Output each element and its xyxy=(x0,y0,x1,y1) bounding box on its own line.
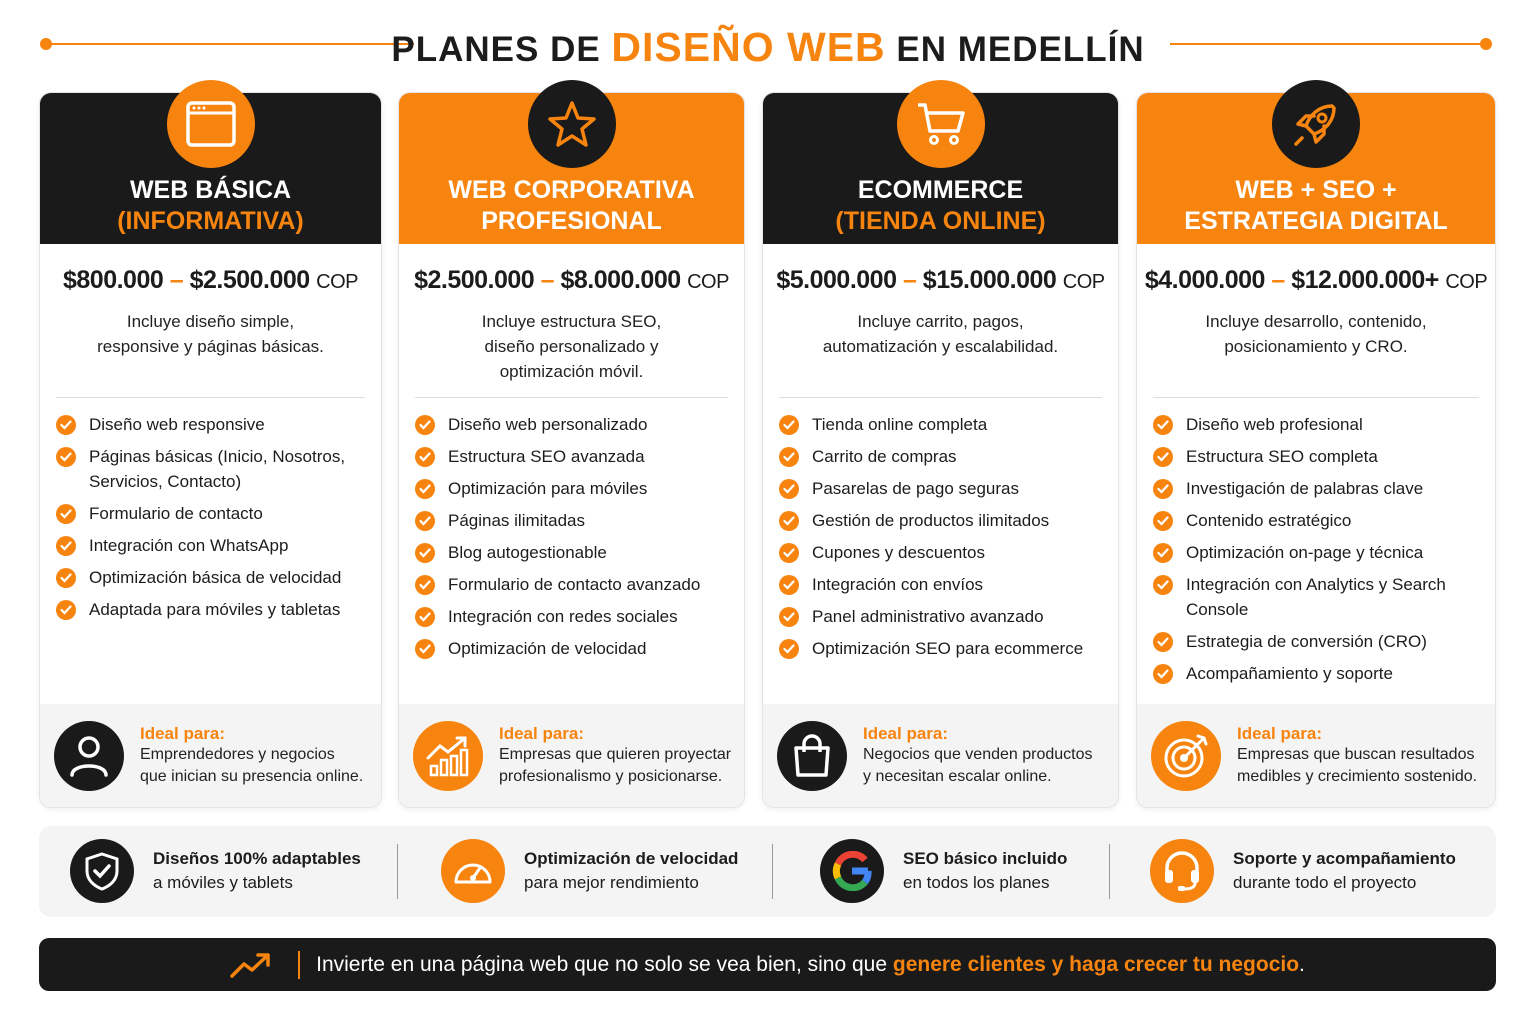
banner-end: . xyxy=(1299,952,1305,976)
price-to: $15.000.000 xyxy=(922,266,1057,294)
desc-line: responsive y páginas básicas. xyxy=(97,337,324,356)
divider xyxy=(779,397,1102,398)
check-icon xyxy=(1153,543,1173,563)
feature-text: Estructura SEO completa xyxy=(1186,447,1378,466)
highlight-item xyxy=(70,839,361,903)
check-icon xyxy=(779,639,799,659)
feature-item xyxy=(415,444,730,469)
feature-item xyxy=(779,572,1104,597)
check-icon xyxy=(56,568,76,588)
check-icon xyxy=(779,607,799,627)
feature-text: Optimización de velocidad xyxy=(448,639,647,658)
plan-description xyxy=(1137,309,1495,389)
check-icon xyxy=(1153,511,1173,531)
feature-item xyxy=(779,444,1104,469)
check-icon xyxy=(415,543,435,563)
ideal-for xyxy=(763,704,1118,807)
feature-item xyxy=(56,501,367,526)
ideal-for xyxy=(40,704,381,807)
plan-price xyxy=(763,266,1118,295)
check-icon xyxy=(56,504,76,524)
check-icon xyxy=(779,479,799,499)
check-icon xyxy=(415,511,435,531)
feature-item xyxy=(415,476,730,501)
highlight-title: Soporte y acompañamiento xyxy=(1233,849,1456,868)
banner-text: Invierte en una página web que no solo se vea bien, sino que xyxy=(316,952,893,976)
plan-title: WEB BÁSICA xyxy=(129,176,292,204)
check-icon xyxy=(56,447,76,467)
feature-text: Tienda online completa xyxy=(812,415,988,434)
desc-line: posicionamiento y CRO. xyxy=(1224,337,1408,356)
divider xyxy=(1109,844,1110,899)
highlight-title: Optimización de velocidad xyxy=(524,849,739,868)
plan-price xyxy=(399,266,744,295)
rocket-icon xyxy=(1272,80,1360,168)
feature-item xyxy=(779,412,1104,437)
title-accent: DISEÑO WEB xyxy=(611,24,886,70)
feature-item xyxy=(56,565,367,590)
currency: COP xyxy=(687,271,729,293)
browser-window-icon xyxy=(167,80,255,168)
feature-text: Páginas ilimitadas xyxy=(448,511,586,530)
plan-subtitle: PROFESIONAL xyxy=(481,207,662,235)
price-from: $800.000 xyxy=(62,266,164,294)
ideal-label: Ideal para: xyxy=(1237,723,1323,743)
shield-check-icon xyxy=(70,839,134,903)
trend-up-icon xyxy=(230,951,272,979)
feature-item xyxy=(56,597,367,622)
ideal-text: Emprendedores y negocios xyxy=(140,745,335,763)
feature-item xyxy=(1153,444,1481,469)
feature-item xyxy=(779,636,1104,661)
desc-line: automatización y escalabilidad. xyxy=(822,337,1059,356)
price-dash: – xyxy=(540,266,555,294)
feature-text: Optimización para móviles xyxy=(448,479,648,498)
feature-item xyxy=(779,508,1104,533)
feature-item xyxy=(1153,540,1481,565)
currency: COP xyxy=(316,271,358,293)
ideal-for xyxy=(1137,704,1495,807)
feature-list xyxy=(399,412,744,661)
check-icon xyxy=(56,536,76,556)
check-icon xyxy=(56,415,76,435)
feature-text: Investigación de palabras clave xyxy=(1186,479,1424,498)
plan-card xyxy=(762,92,1119,808)
price-from: $2.500.000 xyxy=(414,266,535,294)
price-from: $4.000.000 xyxy=(1144,266,1265,294)
check-icon xyxy=(1153,575,1173,595)
highlight-text: durante todo el proyecto xyxy=(1233,873,1417,892)
check-icon xyxy=(415,415,435,435)
feature-text: Formulario de contacto avanzado xyxy=(448,575,701,594)
feature-text: Optimización SEO para ecommerce xyxy=(812,639,1084,658)
ideal-for xyxy=(399,704,744,807)
ideal-label: Ideal para: xyxy=(499,723,585,743)
divider xyxy=(397,844,398,899)
feature-text: Panel administrativo avanzado xyxy=(812,607,1044,626)
feature-text: Adaptada para móviles y tabletas xyxy=(89,600,341,619)
feature-text: Blog autogestionable xyxy=(448,543,607,562)
feature-item xyxy=(415,572,730,597)
desc-line: Incluye carrito, pagos, xyxy=(857,312,1024,331)
feature-text: Integración con Analytics y Search Console xyxy=(1186,575,1446,619)
desc-line: Incluye estructura SEO, xyxy=(481,312,662,331)
ideal-label: Ideal para: xyxy=(140,723,226,743)
check-icon xyxy=(415,639,435,659)
check-icon xyxy=(415,607,435,627)
title-row xyxy=(0,22,1536,68)
ideal-label: Ideal para: xyxy=(863,723,949,743)
plan-subtitle: ESTRATEGIA DIGITAL xyxy=(1184,207,1448,235)
feature-text: Contenido estratégico xyxy=(1186,511,1352,530)
cta-banner xyxy=(39,938,1496,991)
feature-text: Integración con envíos xyxy=(812,575,984,594)
ideal-text: profesionalismo y posicionarse. xyxy=(499,767,723,785)
check-icon xyxy=(1153,664,1173,684)
check-icon xyxy=(779,543,799,563)
price-dash: – xyxy=(169,266,184,294)
ideal-text: y necesitan escalar online. xyxy=(863,767,1052,785)
check-icon xyxy=(415,575,435,595)
feature-text: Gestión de productos ilimitados xyxy=(812,511,1050,530)
check-icon xyxy=(1153,479,1173,499)
currency: COP xyxy=(1062,271,1105,293)
star-icon xyxy=(528,80,616,168)
ideal-text: que inician su presencia online. xyxy=(140,767,364,785)
feature-text: Diseño web personalizado xyxy=(448,415,648,434)
ideal-text: Negocios que venden productos xyxy=(863,745,1093,763)
feature-item xyxy=(415,540,730,565)
divider xyxy=(415,397,728,398)
title-pre: PLANES DE xyxy=(391,30,612,69)
check-icon xyxy=(56,600,76,620)
feature-text: Diseño web responsive xyxy=(89,415,265,434)
check-icon xyxy=(415,447,435,467)
feature-item xyxy=(1153,572,1481,622)
plan-price xyxy=(40,266,381,295)
feature-text: Carrito de compras xyxy=(812,447,957,466)
plan-subtitle: (INFORMATIVA) xyxy=(117,207,304,235)
highlight-item xyxy=(1150,839,1456,903)
desc-line: Incluye desarrollo, contenido, xyxy=(1205,312,1427,331)
ideal-text: Empresas que quieren proyectar xyxy=(499,745,732,763)
title-post: EN MEDELLÍN xyxy=(885,30,1145,69)
price-to: $12.000.000+ xyxy=(1291,266,1439,294)
feature-item xyxy=(1153,661,1481,686)
plan-card xyxy=(398,92,745,808)
divider xyxy=(772,844,773,899)
feature-item xyxy=(56,533,367,558)
check-icon xyxy=(1153,447,1173,467)
feature-item xyxy=(415,604,730,629)
divider xyxy=(298,951,300,979)
plan-description xyxy=(40,309,381,389)
ideal-text: medibles y crecimiento sostenido. xyxy=(1237,767,1478,785)
plan-card xyxy=(39,92,382,808)
google-icon xyxy=(820,839,884,903)
feature-item xyxy=(415,412,730,437)
highlight-text: en todos los planes xyxy=(903,873,1050,892)
feature-text: Páginas básicas (Inicio, Nosotros, Servicios, Contacto) xyxy=(89,447,346,491)
headset-icon xyxy=(1150,839,1214,903)
highlight-text: a móviles y tablets xyxy=(153,873,293,892)
feature-item xyxy=(1153,412,1481,437)
plan-title: ECOMMERCE xyxy=(857,176,1024,204)
plan-price xyxy=(1137,266,1495,295)
feature-text: Integración con WhatsApp xyxy=(89,536,289,555)
plan-description xyxy=(399,309,744,389)
plan-description xyxy=(763,309,1118,389)
feature-text: Optimización on-page y técnica xyxy=(1186,543,1424,562)
plan-title: WEB + SEO + xyxy=(1235,176,1397,204)
feature-item xyxy=(1153,508,1481,533)
divider xyxy=(56,397,365,398)
user-icon xyxy=(54,721,124,791)
feature-list xyxy=(40,412,381,622)
feature-text: Diseño web profesional xyxy=(1186,415,1363,434)
shopping-cart-icon xyxy=(897,80,985,168)
desc-line: optimización móvil. xyxy=(499,362,644,381)
plan-subtitle: (TIENDA ONLINE) xyxy=(835,207,1046,235)
feature-text: Optimización básica de velocidad xyxy=(89,568,342,587)
feature-item xyxy=(415,508,730,533)
divider xyxy=(1153,397,1479,398)
banner-highlight: genere clientes y haga crecer tu negocio xyxy=(892,952,1300,976)
feature-text: Estrategia de conversión (CRO) xyxy=(1186,632,1427,651)
feature-list xyxy=(1137,412,1495,686)
feature-text: Integración con redes sociales xyxy=(448,607,678,626)
feature-item xyxy=(779,476,1104,501)
plan-card xyxy=(1136,92,1496,808)
desc-line: diseño personalizado y xyxy=(484,337,659,356)
highlight-title: Diseños 100% adaptables xyxy=(153,849,361,868)
feature-item xyxy=(779,604,1104,629)
check-icon xyxy=(779,511,799,531)
highlight-item xyxy=(820,839,1067,903)
check-icon xyxy=(415,479,435,499)
feature-text: Estructura SEO avanzada xyxy=(448,447,645,466)
feature-text: Acompañamiento y soporte xyxy=(1186,664,1393,683)
target-icon xyxy=(1151,721,1221,791)
feature-item xyxy=(415,636,730,661)
price-to: $8.000.000 xyxy=(560,266,681,294)
feature-item xyxy=(779,540,1104,565)
price-from: $5.000.000 xyxy=(776,266,897,294)
currency: COP xyxy=(1445,271,1488,293)
feature-text: Cupones y descuentos xyxy=(812,543,985,562)
highlight-title: SEO básico incluido xyxy=(903,849,1068,868)
shopping-bag-icon xyxy=(777,721,847,791)
feature-item xyxy=(1153,629,1481,654)
check-icon xyxy=(779,415,799,435)
feature-text: Pasarelas de pago seguras xyxy=(812,479,1019,498)
plan-title: WEB CORPORATIVA xyxy=(448,176,695,204)
price-dash: – xyxy=(902,266,917,294)
price-to: $2.500.000 xyxy=(189,266,310,294)
feature-item xyxy=(1153,476,1481,501)
highlights-bar xyxy=(39,826,1496,917)
feature-item xyxy=(56,444,367,494)
feature-text: Formulario de contacto xyxy=(89,504,263,523)
price-dash: – xyxy=(1271,266,1285,294)
feature-list xyxy=(763,412,1118,661)
check-icon xyxy=(1153,632,1173,652)
desc-line: Incluye diseño simple, xyxy=(126,312,295,331)
highlight-item xyxy=(441,839,738,903)
growth-chart-icon xyxy=(413,721,483,791)
feature-item xyxy=(56,412,367,437)
page-title xyxy=(0,24,1536,71)
speedometer-icon xyxy=(441,839,505,903)
check-icon xyxy=(1153,415,1173,435)
ideal-text: Empresas que buscan resultados xyxy=(1237,745,1475,763)
highlight-text: para mejor rendimiento xyxy=(524,873,699,892)
check-icon xyxy=(779,575,799,595)
check-icon xyxy=(779,447,799,467)
